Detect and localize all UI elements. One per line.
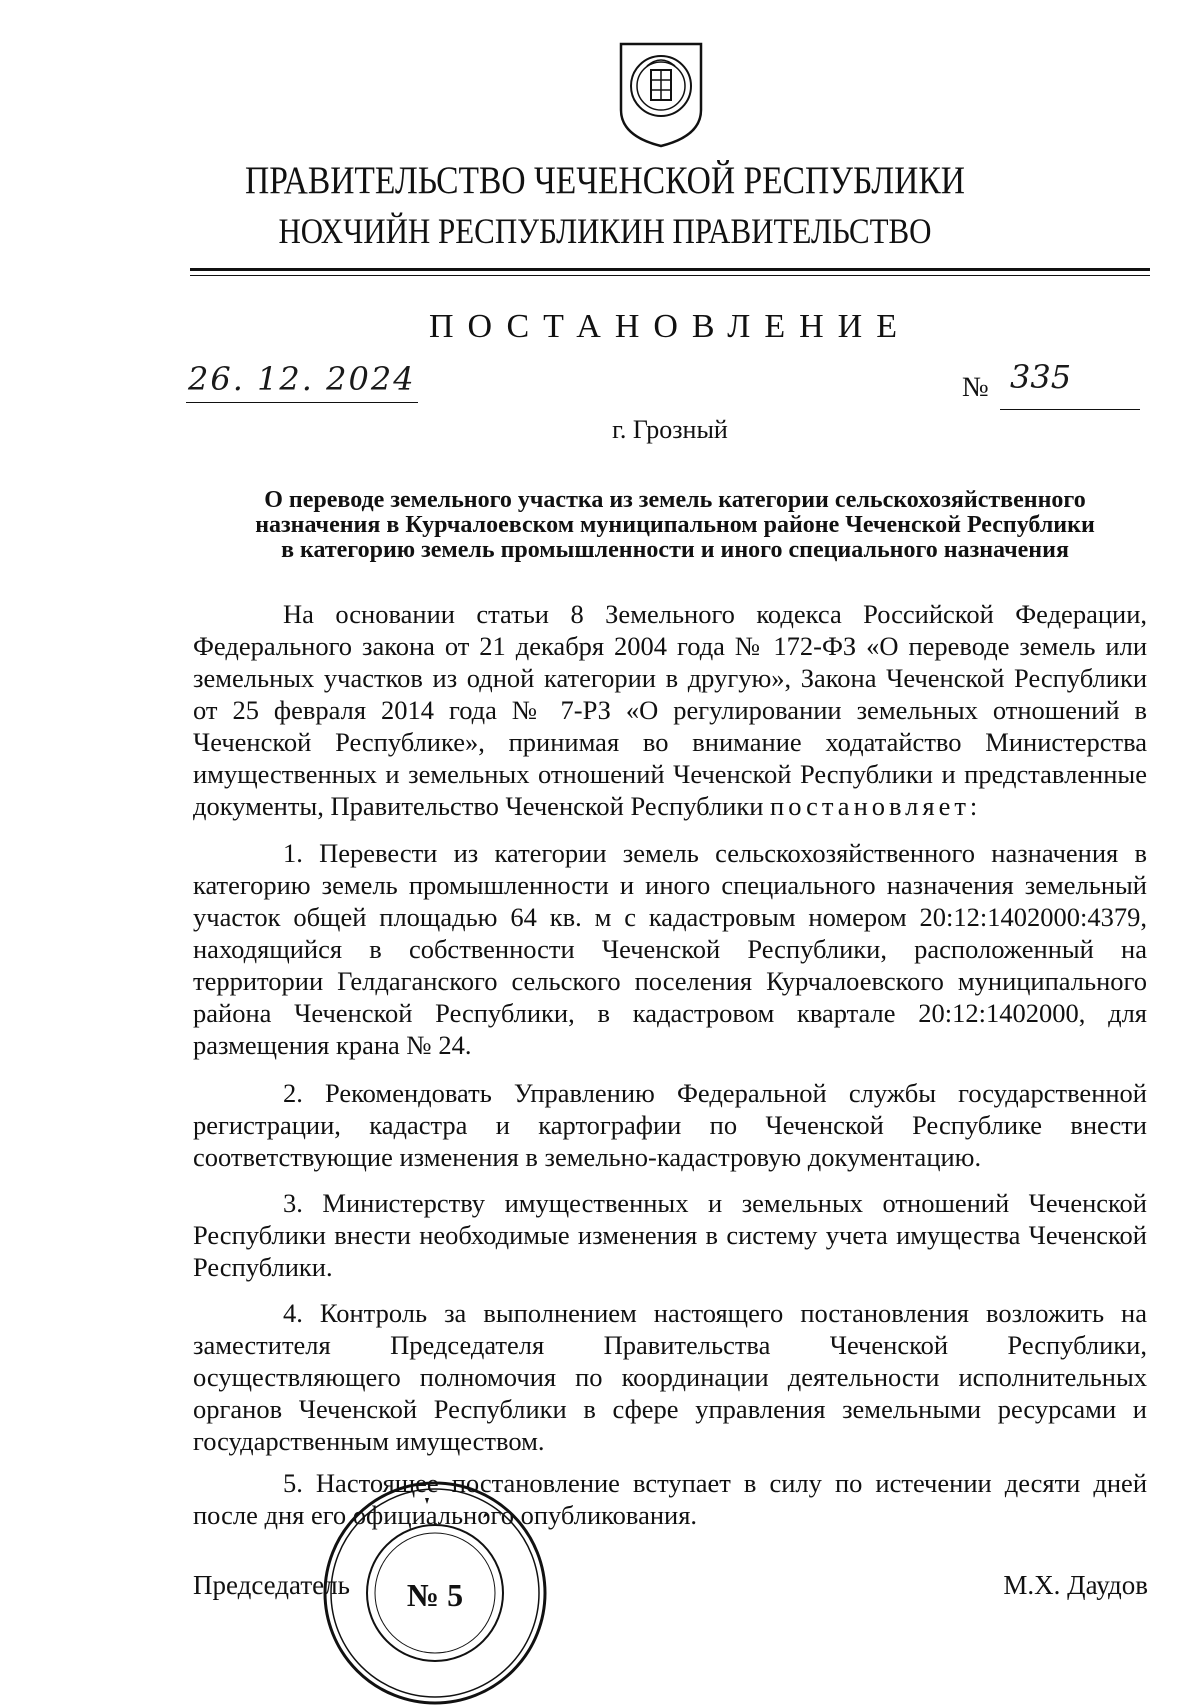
resolves-word: постановляет: (770, 791, 982, 821)
item-4: 4. Контроль за выполнением настоящего постановления возложить на заместителя Председателя Правительства Чеченской Республики, осуществляющего полномочия по координации деятельности исполнительных органов Чеченской Республики в сфере управления земельными ресурсами и государственным имуществом. (193, 1298, 1147, 1456)
item-5: 5. Настоящее постановление вступает в силу по истечении десяти дней после дня его официального опубликования. (193, 1468, 1147, 1530)
city: г. Грозный (612, 415, 728, 444)
item-1: 1. Перевести из категории земель сельскохозяйственного назначения в категорию земель промышленности и иного специального назначения земельный участок общей площадью 64 кв. м с кадастровым номером 20:12:1402000:4379, находящийся в собственности Чеченской Республики, расположенный на территории Гелдаганского сельского поселения Курчалоевского муниципального района Чеченской Республики, в кадастровом квартале 20:12:1402000, для размещения крана № 24. (193, 838, 1147, 1060)
coat-of-arms-icon (617, 40, 705, 150)
number-label: № (962, 372, 989, 403)
official-seal (320, 1478, 550, 1708)
item-2: 2. Рекомендовать Управлению Федеральной службы государственной регистрации, кадастра и картографии по Чеченской Республике внести соответствующие изменения в земельно-кадастровую документацию. (193, 1078, 1147, 1172)
title-line-1: О переводе земельного участка из земель категории сельскохозяйственного (264, 487, 1086, 513)
header-divider (190, 268, 1150, 271)
header-divider-thin (190, 275, 1150, 276)
number-underline (1000, 409, 1140, 410)
basis-paragraph (193, 598, 1147, 822)
document-type: ПОСТАНОВЛЕНИЕ (428, 308, 912, 345)
item-3: 3. Министерству имущественных и земельных отношений Чеченской Республики внести необходимые изменения в систему учета имущества Чеченской Республики. (193, 1188, 1147, 1282)
government-name-ce: НОХЧИЙН РЕСПУБЛИКИН ПРАВИТЕЛЬСТВО (278, 211, 932, 251)
date-underline (186, 402, 418, 403)
document-number: 335 (1010, 358, 1072, 396)
title-line-2: назначения в Курчалоевском муниципальном районе Чеченской Республики (255, 512, 1095, 538)
signatory-name: М.Х. Даудов (1003, 1570, 1148, 1600)
title-line-3: в категорию земель промышленности и иного специального назначения (281, 537, 1069, 563)
document-title (195, 488, 1155, 563)
seal-number: № 5 (406, 1577, 464, 1613)
government-name-ru: ПРАВИТЕЛЬСТВО ЧЕЧЕНСКОЙ РЕСПУБЛИКИ (245, 159, 965, 202)
document-date: 26. 12. 2024 (188, 360, 416, 398)
signatory-position: Председатель (193, 1570, 350, 1600)
basis-text: На основании статьи 8 Земельного кодекса Российской Федерации, Федерального закона от 21 декабря 2004 года № 172-ФЗ «О переводе земель или земельных участков из одной категории в другую», Закона Чеченской Республики от 25 февраля 2014 года № 7-РЗ «О регулировании земельных отношений в Чеченской Республике», принимая во внимание ходатайство Министерства имущественных и земельных отношений Чеченской Республики и представленные документы, Правительство Чеченской Республики (193, 599, 1147, 821)
